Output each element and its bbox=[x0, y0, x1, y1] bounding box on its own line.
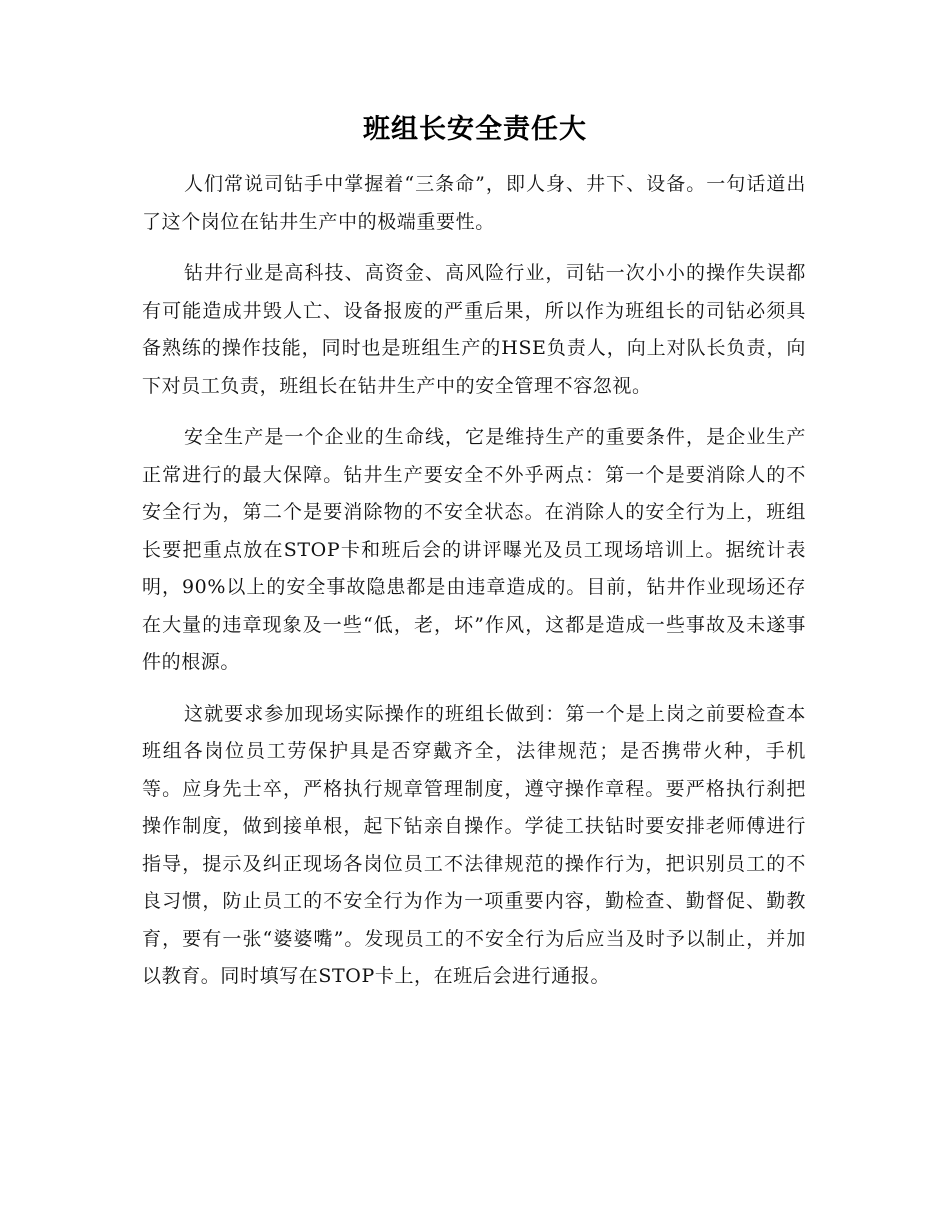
document-title: 班组长安全责任大 bbox=[363, 114, 587, 145]
paragraph-4: 这就要求参加现场实际操作的班组长做到：第一个是上岗之前要检查本班组各岗位员工劳保护具是否穿戴齐全，法律规范；是否携带火种，手机等。应身先士卒，严格执行规章管理制度，遵守操作章程。要严格执行刹把操作制度，做到接单根，起下钻亲自操作。学徒工扶钻时要安排老师傅进行指导，提示及纠正现场各岗位员工不法律规范的操作行为，把识别员工的不良习惯，防止员工的不安全行为作为一项重要内容，勤检查、勤督促、勤教育，要有一张“婆婆嘴”。发现员工的不安全行为后应当及时予以制止，并加以教育。同时填写在STOP卡上，在班后会进行通报。 bbox=[142, 702, 806, 987]
document-body bbox=[142, 166, 806, 1010]
paragraph-3: 安全生产是一个企业的生命线，它是维持生产的重要条件，是企业生产正常进行的最大保障。钻井生产要安全不外乎两点：第一个是要消除人的不安全行为，第二个是要消除物的不安全状态。在消除人的安全行为上，班组长要把重点放在STOP卡和班后会的讲评曝光及员工现场培训上。据统计表明，90%以上的安全事故隐患都是由违章造成的。目前，钻井作业现场还存在大量的违章现象及一些“低，老，坏”作风，这都是造成一些事故及未遂事件的根源。 bbox=[142, 426, 806, 673]
paragraph-1: 人们常说司钻手中掌握着“三条命”，即人身、井下、设备。一句话道出了这个岗位在钻井生产中的极端重要性。 bbox=[142, 173, 806, 233]
paragraph-2: 钻井行业是高科技、高资金、高风险行业，司钻一次小小的操作失误都有可能造成井毁人亡、设备报废的严重后果，所以作为班组长的司钻必须具备熟练的操作技能，同时也是班组生产的HSE负责人，向上对队长负责，向下对员工负责，班组长在钻井生产中的安全管理不容忽视。 bbox=[142, 262, 806, 397]
